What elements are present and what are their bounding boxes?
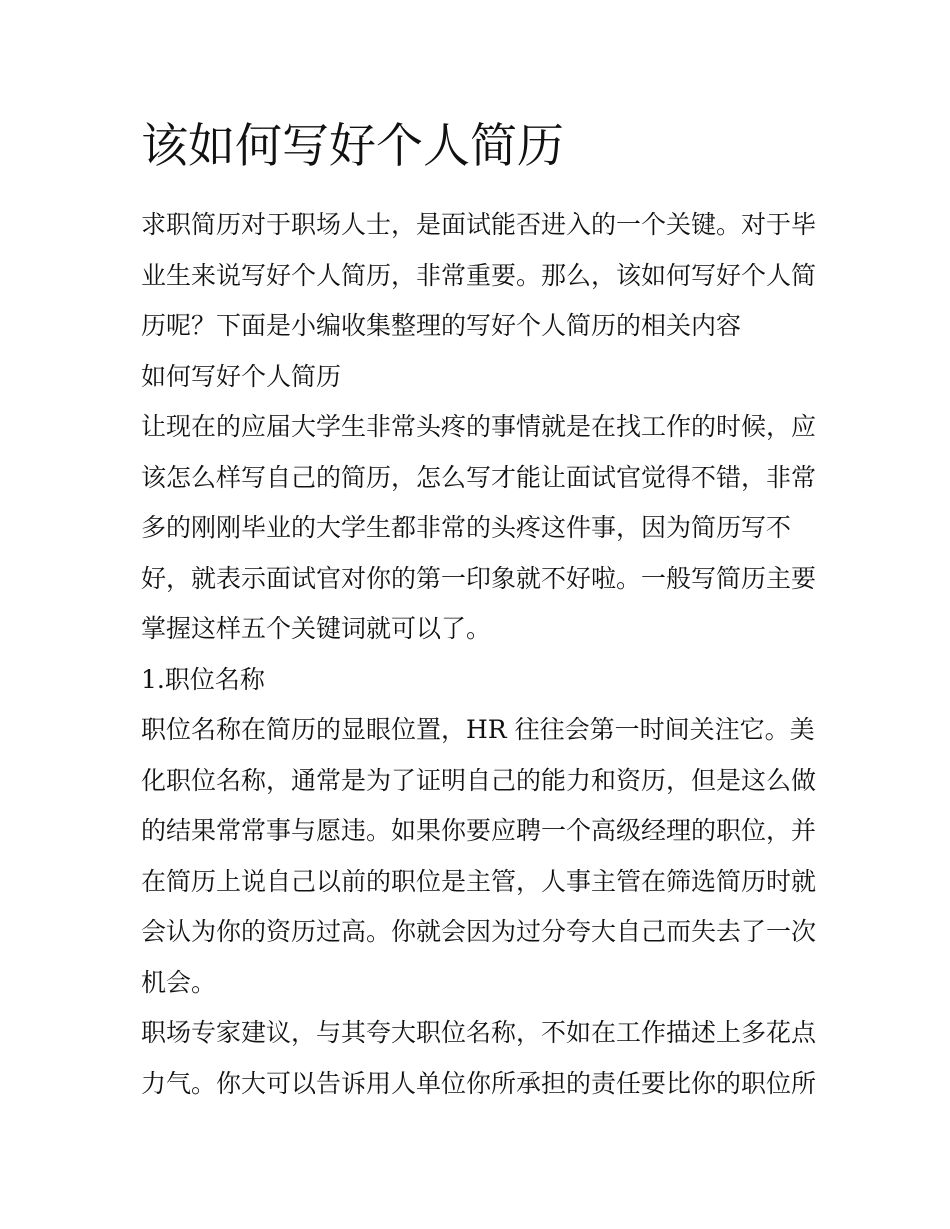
text-line: 化职位名称，通常是为了证明自己的能力和资历，但是这么做 xyxy=(141,765,817,795)
text-line: 职位名称在简历的显眼位置，HR 往往会第一时间关注它。美 xyxy=(141,715,815,744)
body-paragraph xyxy=(141,705,817,1008)
text-line: 让现在的应届大学生非常头疼的事情就是在找工作的时候，应 xyxy=(141,412,817,441)
text-line: 职场专家建议，与其夸大职位名称，不如在工作描述上多花点 xyxy=(141,1018,817,1047)
document-title: 该如何写好个人简历 xyxy=(141,119,564,174)
text-line: 的结果常常事与愿违。如果你要应聘一个高级经理的职位，并 xyxy=(141,816,817,845)
text-line: 1.职位名称 xyxy=(141,664,265,694)
text-line: 业生来说写好个人简历，非常重要。那么，该如何写好个人简 xyxy=(141,260,817,290)
document-page xyxy=(141,112,817,1109)
text-line: 力气。你大可以告诉用人单位你所承担的责任要比你的职位所 xyxy=(141,1068,817,1098)
text-line: 如何写好个人简历 xyxy=(141,361,342,391)
text-line: 机会。 xyxy=(141,967,217,997)
body-paragraph xyxy=(141,1008,817,1109)
text-line: 会认为你的资历过高。你就会因为过分夸大自己而失去了一次 xyxy=(141,917,817,946)
text-line: 历呢？下面是小编收集整理的写好个人简历的相关内容 xyxy=(141,311,742,340)
body-paragraph xyxy=(141,402,817,655)
text-line: 掌握这样五个关键词就可以了。 xyxy=(141,614,492,643)
text-line: 在简历上说自己以前的职位是主管，人事主管在筛选简历时就 xyxy=(141,866,817,896)
text-line: 求职简历对于职场人士，是面试能否进入的一个关键。对于毕 xyxy=(141,210,817,239)
subheading xyxy=(141,655,813,706)
text-line: 好，就表示面试官对你的第一印象就不好啦。一般写简历主要 xyxy=(141,563,817,593)
text-line: 多的刚刚毕业的大学生都非常的头疼这件事，因为简历写不 xyxy=(141,513,792,542)
document-body xyxy=(141,200,817,1109)
intro-paragraph xyxy=(141,200,817,352)
section-heading xyxy=(141,352,813,403)
text-line: 该怎么样写自己的简历，怎么写才能让面试官觉得不错，非常 xyxy=(141,462,817,492)
